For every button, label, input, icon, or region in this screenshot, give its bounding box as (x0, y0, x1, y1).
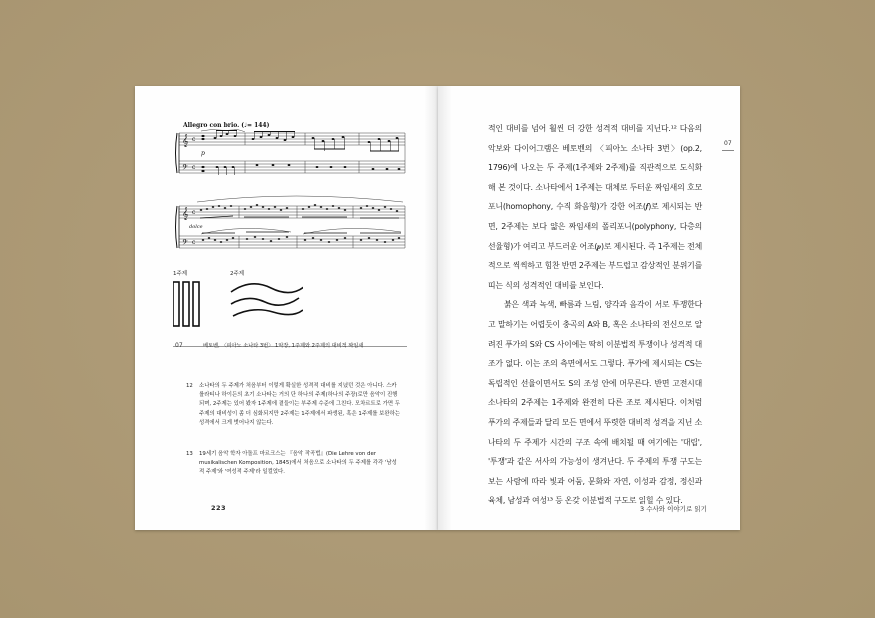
theme-texture-diagram (173, 280, 303, 330)
music-score-second-theme (173, 194, 407, 258)
figure-caption: 베토벤, 〈피아노 소나타 3번〉 1악장, 1주제와 2주제의 대비적 짜임새 (203, 343, 364, 349)
footnote-text: 소나타의 두 주제가 처음부터 이렇게 확실한 성격적 대비를 지녔던 것은 아니다. 스카를라티나 하이든의 초기 소나타는 거의 단 하나의 주제(하나의 주장)로만 음악이 진행되며, 2주제는 있어 봤자 1주제에 곁들이는 부주제 수준에 그친다. 모차르트로 가면 두 주제의 대비성이 좀 더 심화되지만 2주제는 1주제에서 파생된, 혹은 1주제를 보완하는 성격에서 크게 벗어나지 않는다. (199, 383, 400, 426)
gutter-shadow (424, 86, 438, 530)
svg-text:c: c (192, 209, 196, 216)
page-number: 223 (211, 504, 227, 512)
footnote-number: 13 (186, 451, 193, 457)
svg-text:c: c (192, 239, 196, 246)
left-page (135, 86, 438, 530)
figure-number: 07 (175, 342, 183, 349)
music-score-first-theme (173, 129, 407, 185)
svg-text:c: c (192, 136, 196, 143)
margin-rule (722, 150, 734, 151)
paragraph-1: 적인 대비를 넘어 훨씬 더 강한 성격적 대비를 지닌다.¹² 다음의 악보와 다이어그램은 베토벤의 〈피아노 소나타 3번〉(op.2, 1796)에 나오는 두 주제(1주제와 2주제)를 직관적으로 도식화해 본 것이다. 소나타에서 1주제는 대체로 두터운 짜임새의 호모포니(homophony, 수직 화음형)가 강한 어조(𝆑)로 제시되는 반면, 2주제는 보다 얇은 짜임새의 폴리포니(polyphony, 다층의 선율형)가 여리고 부드러운 어조(𝆏)로 제시된다. 즉 1주제는 전체적으로 씩씩하고 힘찬 반면 2주제는 부드럽고 감상적인 분위기를 띠는 식의 성격적인 대비를 보인다. (488, 124, 702, 290)
margin-figure-reference: 07 (724, 140, 732, 147)
footnote-12 (186, 382, 401, 428)
diagram-label-theme2: 2주제 (230, 271, 245, 277)
tempo-marking: Allegro con brio. (♩= 144) (183, 122, 270, 129)
svg-text:𝄞: 𝄞 (182, 207, 189, 220)
diagram-label-theme1: 1주제 (173, 271, 188, 277)
gutter-shadow (438, 86, 452, 530)
paragraph-2: 붉은 색과 녹색, 빠름과 느림, 양각과 음각이 서로 투쟁한다고 말하기는 어렵듯이 충곡의 A와 B, 혹은 소나타의 전신으로 알려진 푸가의 S와 CS 사이에는 딱히 이분법적 투쟁이나 성격적 대조가 없다. 이는 조의 측면에서도 그렇다. 푸가에 제시되는 CS는 독립적인 선율이면서도 S의 조성 안에 머무른다. 반면 고전시대 소나타의 2주제는 1주제와 완전히 다른 조로 제시된다. 이처럼 푸가의 주제들과 달리 모든 면에서 뚜렷한 대비적 성격을 지닌 소나타의 두 주제가 시간의 구조 속에 배치될 때 여기에는 '대립', '투쟁'과 같은 서사의 가능성이 생겨난다. 두 주제의 투쟁 구도는 보는 사람에 따라 빛과 어둠, 문화와 자연, 이성과 감정, 정신과 육체, 남성과 여성¹³ 등 온갖 이분법적 구도로 읽힐 수 있다. (488, 300, 702, 506)
right-page (438, 86, 740, 530)
footnote-13 (186, 450, 401, 478)
svg-text:dolce: dolce (189, 224, 203, 230)
running-footer: 3 수사와 이야기로 읽기 (640, 505, 707, 513)
svg-text:p: p (201, 150, 205, 157)
svg-text:𝄢: 𝄢 (182, 164, 188, 174)
footnote-number: 12 (186, 383, 193, 389)
svg-text:𝄞: 𝄞 (182, 134, 189, 147)
footnote-text: 19세기 음악 학자 아돌프 마르크스는 『음악 작곡법』(Die Lehre von der musikalischen Komposition, 1845)에서 처음으로 소나타의 두 주제를 각각 '남성적 주제'와 '여성적 주제'라 일컬었다. (199, 451, 397, 476)
svg-text:c: c (192, 164, 196, 171)
body-text (488, 119, 702, 511)
svg-text:𝄢: 𝄢 (182, 239, 188, 249)
